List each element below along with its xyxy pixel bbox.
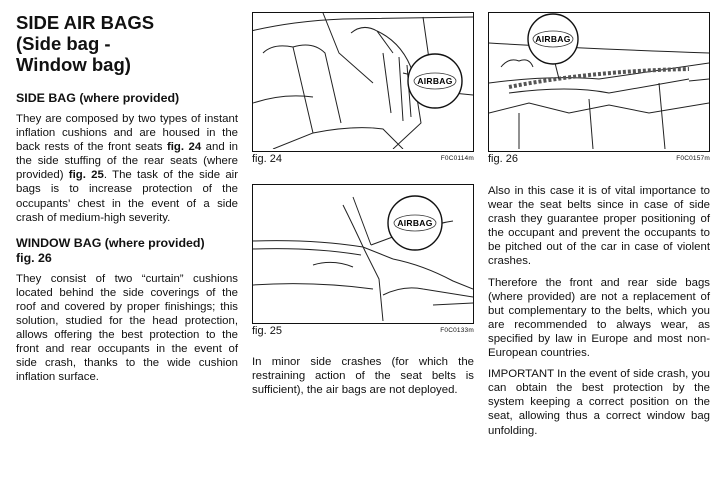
figure-24-caption — [252, 152, 474, 166]
figure-24 — [252, 12, 474, 166]
airbag-label: AIRBAG — [535, 34, 571, 44]
figure-26 — [488, 12, 710, 166]
figure-25 — [252, 184, 474, 338]
window-bag-text: They consist of two “curtain” cushions located behind the side coverings of the roof and covered by proper finishings; this solution, studied for the head protection, allows offering the best protection to the front and rear occupants in the event of side crash, thanks to the wide cushion inflation surface. — [16, 272, 238, 384]
figure-26-illustration — [488, 12, 710, 152]
page-title: SIDE AIR BAGS (Side bag - Window bag) — [16, 12, 155, 75]
figure-code: F0C0157m — [676, 155, 710, 162]
seat-belt-paragraph: Also in this case it is of vital importance to wear the seat belts since in case of side crash they guarantee proper positioning of the occupant and prevent the occupants to be pitched out of the car in case of violent crashes. — [488, 185, 710, 268]
complementary-paragraph: Therefore the front and rear side bags (where provided) are not a replacement of but complementary to the belts, which you are recommended to always wear, as specified by law in Europe and most non-European countries. — [488, 276, 710, 360]
rear-seat-drawing — [253, 185, 473, 321]
minor-crash-text: In minor side crashes (for which the restraining action of the seat belts is sufficient), the air bags are not deployed. — [252, 356, 474, 397]
figure-25-caption — [252, 324, 474, 338]
window-bag-drawing — [489, 13, 709, 149]
side-bag-heading: SIDE BAG (where provided) — [16, 91, 180, 105]
figure-number: fig. 25 — [252, 325, 282, 337]
figure-number: fig. 24 — [252, 153, 282, 165]
col3-text — [488, 184, 710, 438]
figure-code: F0C0133m — [440, 327, 474, 334]
column-left — [16, 0, 238, 385]
figure-24-illustration — [252, 12, 474, 152]
front-seat-drawing — [253, 13, 473, 149]
figure-code: F0C0114m — [440, 155, 474, 162]
figure-26-caption — [488, 152, 710, 166]
figure-number: fig. 26 — [488, 153, 518, 165]
figure-25-illustration — [252, 184, 474, 324]
side-bag-text: They are composed by two types of instant inflation cushions and are housed in the back rests of the front seats fig. 24 and in the side stuffing of the rear seats (where provided) fig. 25. The task of the side air bags is to increase protection of the occupants’ chest in the event of a side crash of medium-high severity. — [16, 113, 239, 224]
airbag-label: AIRBAG — [417, 76, 453, 86]
airbag-label: AIRBAG — [397, 218, 433, 228]
important-paragraph: IMPORTANT In the event of side crash, you can obtain the best protection by the system keeping a correct position on the seat, allowing thus a correct window bag unfolding. — [488, 368, 710, 437]
window-bag-heading: WINDOW BAG (where provided) fig. 26 — [16, 235, 205, 265]
